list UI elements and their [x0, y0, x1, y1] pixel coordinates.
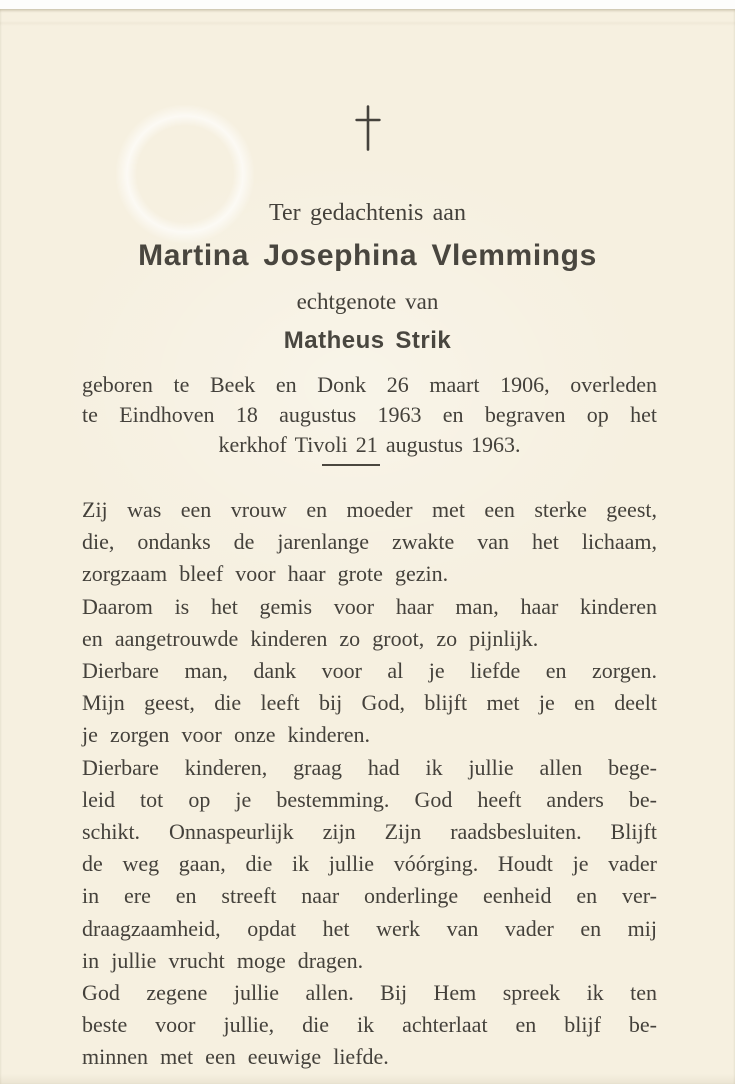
deceased-name: Martina Josephina Vlemmings — [138, 239, 597, 272]
text-line: Dierbare man, dank voor al je liefde en zorgen. — [82, 658, 657, 684]
text-line: leid tot op je bestemming. God heeft anders be- — [82, 786, 657, 812]
spouse-name: Matheus Strik — [283, 327, 452, 354]
relation-line: echtgenote van — [296, 289, 439, 314]
text-line: Zij was een vrouw en moeder met een sterke geest, — [82, 497, 657, 522]
text-line: Mijn geest, die leeft bij God, blijft met je en deelt — [82, 690, 657, 716]
text-line: Dierbare kinderen, graag had ik jullie allen bege- — [82, 754, 657, 780]
life-details-line: kerkhof Tivoli 21 augustus 1963. — [218, 432, 521, 457]
text-line: Daarom is het gemis voor haar man, haar kinderen — [82, 593, 657, 619]
text-line: in jullie vrucht moge dragen. — [82, 947, 364, 973]
text-line: de weg gaan, die ik jullie vóórging. Houdt je vader — [82, 851, 657, 877]
memorial-card — [0, 9, 735, 1084]
text-line: zorgzaam bleef voor haar grote gezin. — [82, 561, 449, 587]
text-line: draagzaamheid, opdat het werk van vader en mij — [82, 915, 657, 941]
life-details — [82, 370, 657, 460]
text-line: schikt. Onnaspeurlijk zijn Zijn raadsbesluiten. Blijft — [82, 819, 657, 845]
cross-icon — [0, 9, 735, 151]
text-line: minnen met een eeuwige liefde. — [82, 1044, 389, 1070]
text-line: God zegene jullie allen. Bij Hem spreek ik ten — [82, 980, 657, 1006]
text-line: je zorgen voor onze kinderen. — [82, 722, 371, 748]
life-details-line: geboren te Beek en Donk 26 maart 1906, overleden — [82, 372, 657, 397]
text-line: en aangetrouwde kinderen zo groot, zo pijnlijk. — [82, 625, 539, 651]
text-line: beste voor jullie, die ik achterlaat en blijf be- — [82, 1012, 657, 1038]
text-line: in ere en streeft naar onderlinge eenheid en ver- — [82, 883, 657, 909]
divider-rule — [322, 464, 380, 466]
text-line: die, ondanks de jarenlange zwakte van het lichaam, — [82, 529, 657, 555]
memorial-text — [82, 494, 657, 1074]
in-memoriam-line: Ter gedachtenis aan — [269, 200, 466, 226]
life-details-line: te Eindhoven 18 augustus 1963 en begraven op het — [82, 402, 657, 427]
